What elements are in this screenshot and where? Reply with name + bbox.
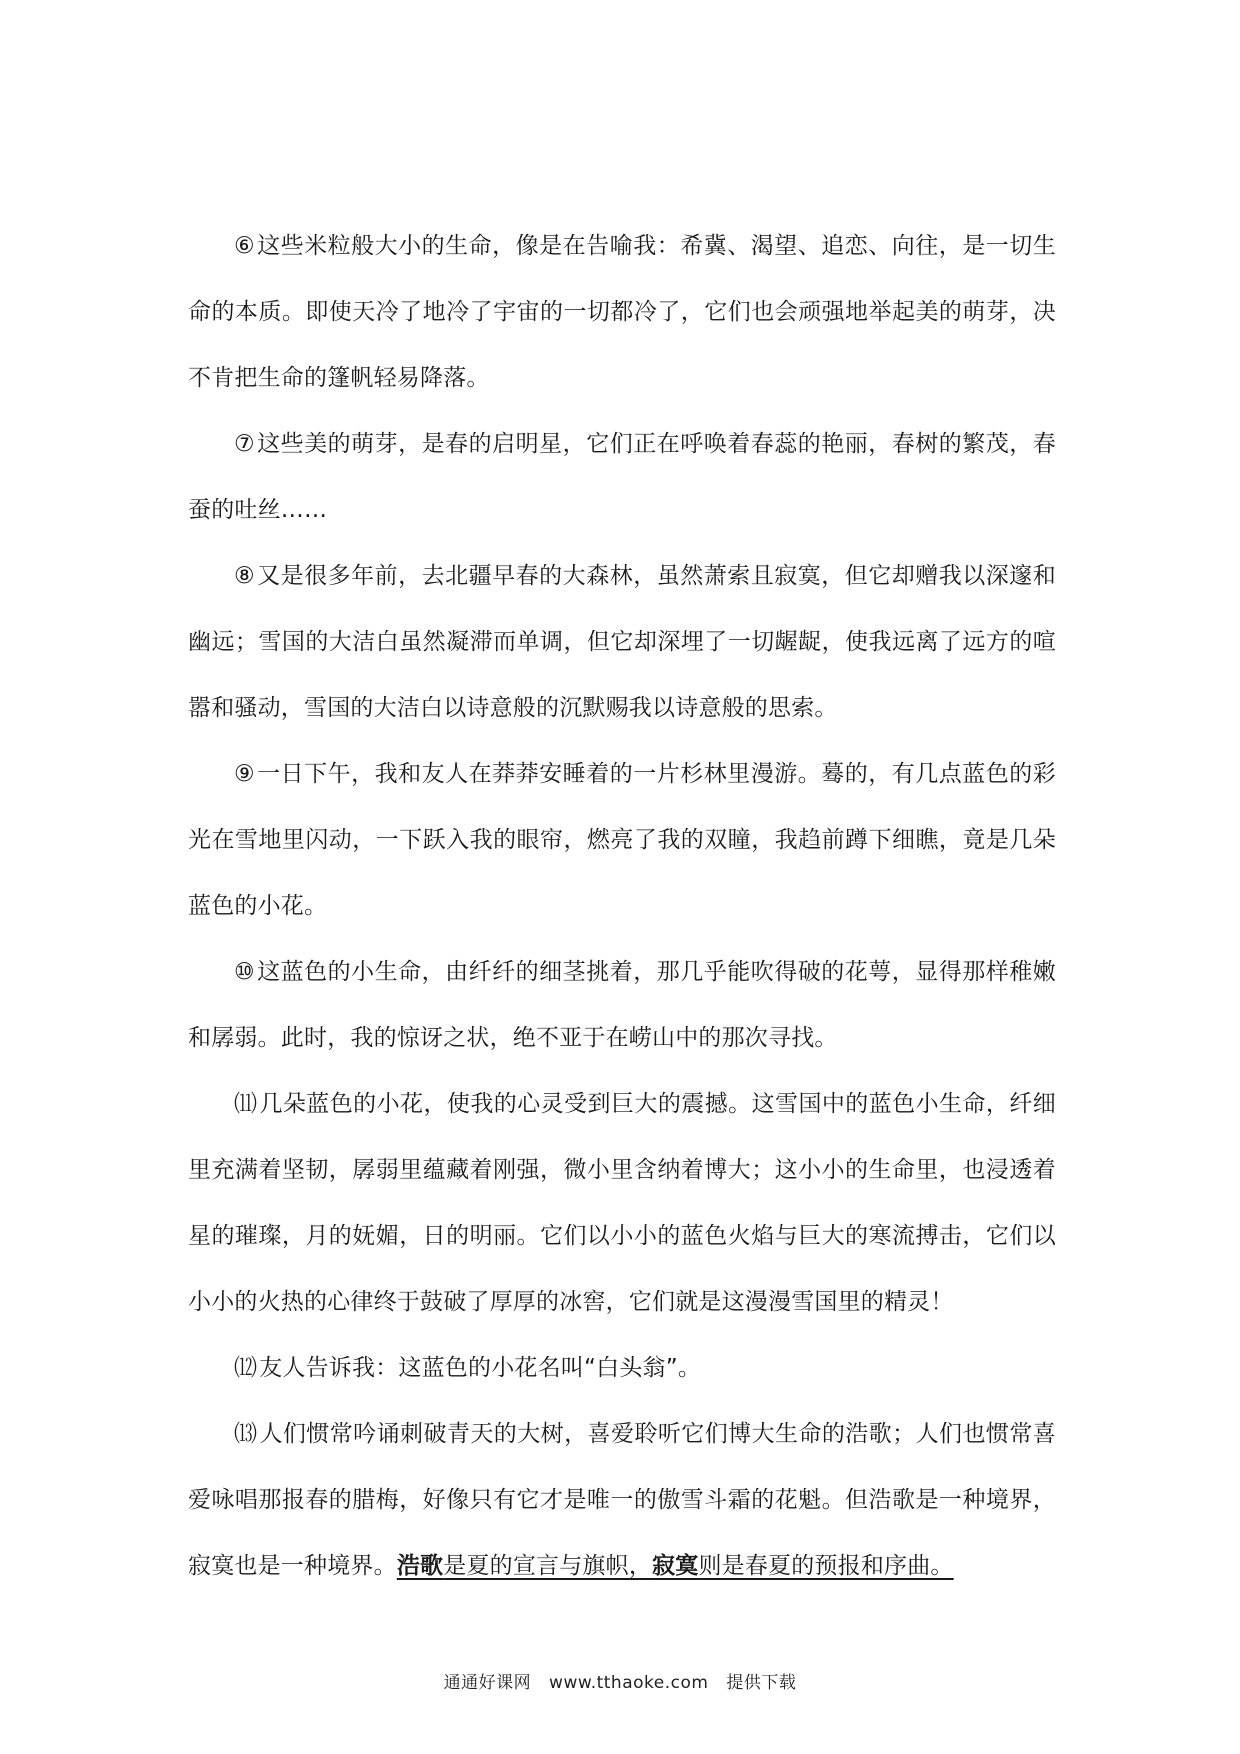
footer-url[interactable]: www.tthaoke.com xyxy=(549,1673,709,1693)
paragraph-text: 几朵蓝色的小花，使我的心灵受到巨大的震撼。这雪国中的蓝色小生命，纤细里充满着坚韧，孱弱里蕴藏着刚强，微小里含纳着博大；这小小的生命里，也浸透着星的璀璨，月的妩媚，日的明丽。它们以小小的蓝色火焰与巨大的寒流搏击，它们以小小的火热的心律终于鼓破了厚厚的冰窖，它们就是这漫漫雪国里的精灵！ xyxy=(188,1091,1056,1315)
underlined-text: 是夏的宣言与旗帜， xyxy=(443,1553,653,1579)
paragraph-marker: ⑨ xyxy=(234,761,256,787)
bold-keyword-haoge: 浩歌 xyxy=(396,1553,444,1579)
paragraph-text: 人们惯常吟诵刺破青天的大树，喜爱聆听它们博大生命的浩歌；人们也惯常喜爱咏唱那报春的腊梅，好像只有它才是唯一的傲雪斗霜的花魁。但浩歌是一种境界，寂寞也是一种境界。 xyxy=(188,1421,1056,1579)
paragraph-marker: ⑩ xyxy=(234,959,256,985)
page-footer xyxy=(0,1668,1240,1693)
paragraph-marker: ⒀ xyxy=(234,1421,258,1447)
paragraph-marker: ⑥ xyxy=(234,233,256,259)
paragraph-12 xyxy=(188,1335,1056,1401)
paragraph-marker: ⑾ xyxy=(234,1091,258,1117)
paragraph-marker: ⑦ xyxy=(234,431,256,457)
paragraph-10 xyxy=(188,939,1056,1071)
paragraph-6 xyxy=(188,213,1056,411)
underlined-text: 则是春夏的预报和序曲。 xyxy=(698,1553,954,1579)
paragraph-marker: ⑧ xyxy=(234,563,256,589)
paragraph-text: 这些美的萌芽，是春的启明星，它们正在呼唤着春蕊的艳丽，春树的繁茂，春蚕的吐丝…… xyxy=(188,431,1056,523)
paragraph-text: 友人告诉我：这蓝色的小花名叫“白头翁”。 xyxy=(259,1355,702,1381)
footer-note: 提供下载 xyxy=(726,1673,797,1693)
paragraph-text: 这些米粒般大小的生命，像是在告喻我：希冀、渴望、追恋、向往，是一切生命的本质。即使天冷了地冷了宇宙的一切都冷了，它们也会顽强地举起美的萌芽，决不肯把生命的篷帆轻易降落。 xyxy=(188,233,1056,391)
bold-keyword-jimo: 寂寞 xyxy=(652,1553,699,1579)
paragraph-11 xyxy=(188,1071,1056,1335)
underlined-sentence xyxy=(397,1553,954,1579)
paragraph-text: 一日下午，我和友人在莽莽安睡着的一片杉林里漫游。蓦的，有几点蓝色的彩光在雪地里闪动，一下跃入我的眼帘，燃亮了我的双瞳，我趋前蹲下细瞧，竟是几朵蓝色的小花。 xyxy=(188,761,1056,919)
paragraph-marker: ⑿ xyxy=(234,1355,258,1381)
paragraph-text: 这蓝色的小生命，由纤纤的细茎挑着，那几乎能吹得破的花萼，显得那样稚嫩和孱弱。此时，我的惊讶之状，绝不亚于在崂山中的那次寻找。 xyxy=(188,959,1056,1051)
paragraph-13 xyxy=(188,1401,1056,1599)
paragraph-8 xyxy=(188,543,1056,741)
footer-site-name: 通通好课网 xyxy=(443,1673,532,1693)
paragraph-text: 又是很多年前，去北疆早春的大森林，虽然萧索且寂寞，但它却赠我以深邃和幽远；雪国的大洁白虽然凝滞而单调，但它却深埋了一切龌龊，使我远离了远方的喧嚣和骚动，雪国的大洁白以诗意般的沉默赐我以诗意般的思索。 xyxy=(188,563,1056,721)
paragraph-7 xyxy=(188,411,1056,543)
article-body xyxy=(188,213,1056,1599)
paragraph-9 xyxy=(188,741,1056,939)
